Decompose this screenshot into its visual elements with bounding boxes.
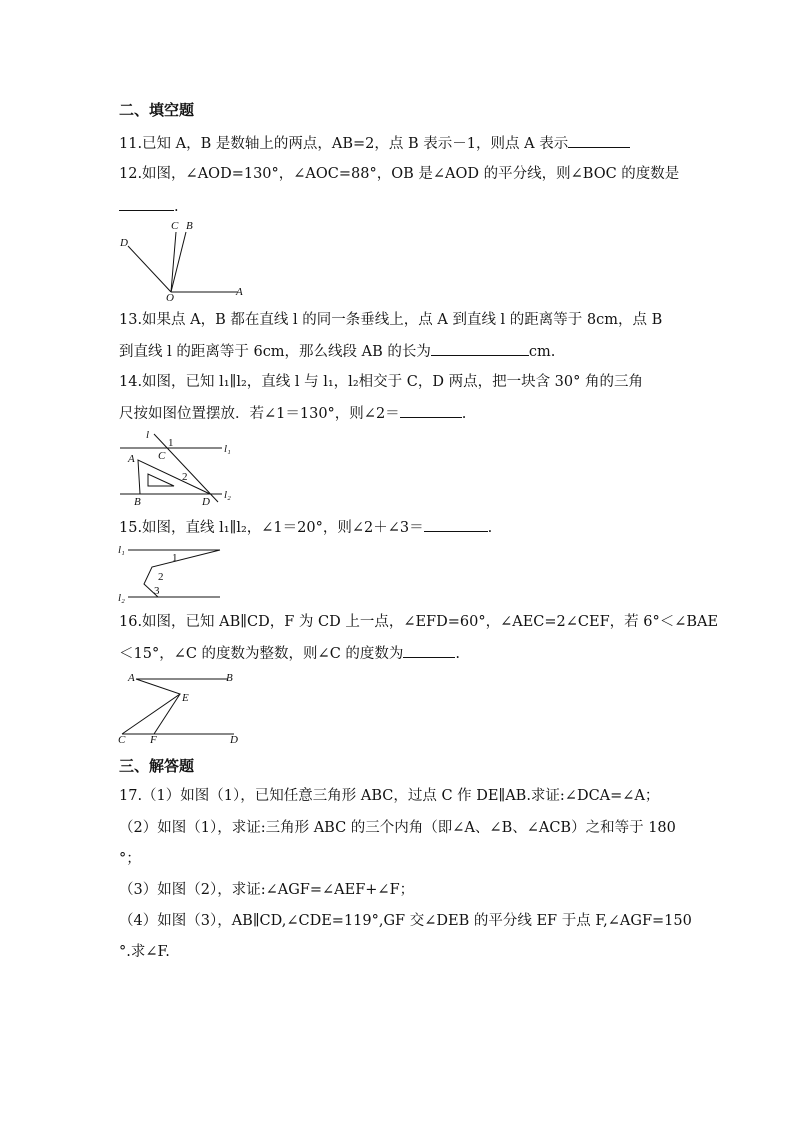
figure-parallel-ab-cd [116,670,244,744]
question-13-line-1: 13.如果点 A，B 都在直线 l 的同一条垂线上，点 A 到直线 l 的距离等于 8cm，点 B [119,312,663,328]
question-13-unit: cm. [528,344,556,360]
question-17-part-4: （4）如图（3），AB∥CD,∠CDE=119°,GF 交∠DEB 的平分线 EF 于点 F,∠AGF=150 [119,913,692,929]
section-title-answer: 三、解答题 [119,757,195,775]
question-14-line-1: 14.如图，已知 l₁∥l₂，直线 l 与 l₁，l₂相交于 C，D 两点，把一块含 30° 角的三角 [119,374,643,390]
question-17-part-2-cont: °； [119,851,141,867]
label-a: A [128,453,135,465]
question-17-part-2: （2）如图（1），求证:三角形 ABC 的三个内角（即∠A、∠B、∠ACB）之和等于 180 [119,820,676,836]
question-11 [119,133,630,154]
label-l1: l₁ [118,544,125,556]
answer-blank [403,643,455,658]
question-12-text: 12.如图，∠AOD=130°，∠AOC=88°，OB 是∠AOD 的平分线，则∠BOC 的度数是 [119,166,680,182]
question-17-part-3: （3）如图（2），求证:∠AGF=∠AEF+∠F； [119,882,415,898]
question-13-line-2 [119,341,555,362]
question-15 [119,517,492,538]
question-14-tail: . [461,406,467,422]
answer-blank [431,341,529,356]
question-12-tail: . [174,199,179,215]
label-b: B [186,220,193,232]
question-12-answer-line [119,196,179,217]
question-15-text: 15.如图，直线 l₁∥l₂，∠1＝20°，则∠2＋∠3＝ [119,520,424,536]
label-b: B [134,496,141,506]
label-l2: l₂ [118,592,125,604]
question-13-text: 到直线 l 的距离等于 6cm，那么线段 AB 的长为 [119,344,431,360]
question-15-tail: . [487,520,493,536]
label-c: C [171,220,179,232]
question-16-text: ＜15°，∠C 的度数为整数，则∠C 的度数为 [119,646,404,662]
label-a: A [236,286,243,298]
question-16-tail: . [455,646,461,662]
label-d: D [202,496,210,506]
label-l2: l₂ [224,489,231,501]
answer-blank [424,517,488,532]
question-16-line-1: 16.如图，已知 AB∥CD，F 为 CD 上一点，∠EFD=60°，∠AEC=2∠CEF，若 6°＜∠BAE [119,614,719,630]
label-a: A [128,672,135,684]
label-l1: l₁ [224,443,231,455]
figure-parallel-lines-angles [118,540,226,604]
label-o: O [166,292,174,302]
label-b: B [226,672,233,684]
label-angle-2: 2 [158,571,164,583]
figure-angle-aod [118,216,246,302]
question-17-part-4-cont: °.求∠F. [119,944,170,960]
label-c: C [118,734,126,744]
figure-triangle-ruler [118,426,236,506]
question-16-line-2 [119,643,460,664]
label-angle-2: 2 [182,471,188,483]
question-11-text: 11.已知 A，B 是数轴上的两点，AB=2，点 B 表示－1，则点 A 表示 [119,136,569,152]
question-14-text: 尺按如图位置摆放．若∠1＝130°，则∠2＝ [119,406,400,422]
label-c: C [158,450,166,462]
label-l: l [146,429,150,441]
question-14-line-2 [119,403,466,424]
answer-blank [568,133,630,148]
label-angle-3: 3 [154,585,160,597]
section-title-fill-blank: 二、填空题 [119,101,195,119]
label-d: D [120,237,128,249]
label-angle-1: 1 [168,437,174,449]
label-d: D [230,734,238,744]
label-f: F [150,734,157,744]
label-e: E [182,692,189,704]
label-angle-1: 1 [172,552,178,564]
answer-blank [119,196,174,211]
question-17-part-1: 17.（1）如图（1），已知任意三角形 ABC，过点 C 作 DE∥AB.求证:∠DCA=∠A； [119,788,660,804]
answer-blank [400,403,462,418]
